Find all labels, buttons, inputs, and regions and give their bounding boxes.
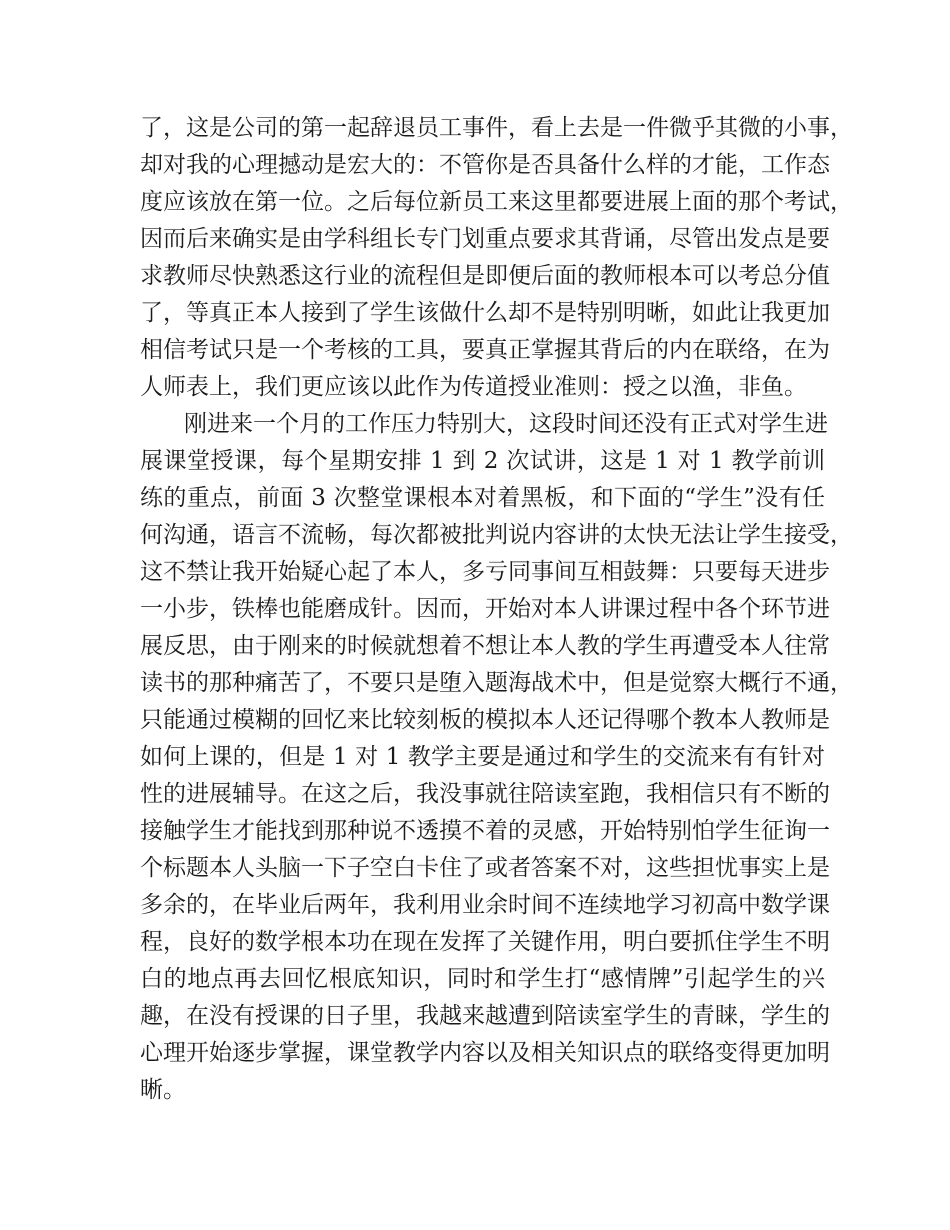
paragraph-2-line-8: 读书的那种痛苦了，不要只是堕入题海战术中，但是觉察大概行不通，	[140, 670, 853, 696]
paragraph-2-line-19: 晰。	[140, 1077, 186, 1103]
paragraph-1-line-4: 因而后来确实是由学科组长专门划重点要求其背诵，尽管出发点是要	[140, 226, 830, 252]
paragraph-2-line-11: 性的进展辅导。在这之后，我没事就往陪读室跑，我相信只有不断的	[140, 781, 830, 807]
paragraph-1-line-5: 求教师尽快熟悉这行业的流程但是即便后面的教师根本可以考总分值	[140, 263, 830, 289]
paragraph-2-line-13: 个标题本人头脑一下子空白卡住了或者答案不对，这些担忧事实上是	[140, 855, 830, 881]
paragraph-1-line-1: 了，这是公司的第一起辞退员工事件，看上去是一件微乎其微的小事，	[140, 115, 853, 141]
paragraph-1-line-8: 人师表上，我们更应该以此作为传道授业准则：授之以渔，非鱼。	[140, 374, 807, 400]
paragraph-2-line-15: 程，良好的数学根本功在现在发挥了关键作用，明白要抓住学生不明	[140, 929, 830, 955]
paragraph-2-line-9: 只能通过模糊的回忆来比较刻板的模拟本人还记得哪个教本人教师是	[140, 707, 830, 733]
document-body	[140, 110, 853, 1109]
paragraph-2-line-2: 展课堂授课，每个星期安排 1 到 2 次试讲，这是 1 对 1 教学前训	[140, 448, 825, 474]
paragraph-2-line-12: 接触学生才能找到那种说不透摸不着的灵感，开始特别怕学生征询一	[140, 818, 830, 844]
paragraph-2-line-16: 白的地点再去回忆根底知识，同时和学生打“感情牌”引起学生的兴	[140, 966, 825, 992]
paragraph-2-line-18: 心理开始逐步掌握，课堂教学内容以及相关知识点的联络变得更加明	[140, 1040, 830, 1066]
paragraph-1-line-7: 相信考试只是一个考核的工具，要真正掌握其背后的内在联络，在为	[140, 337, 830, 363]
paragraph-2-line-7: 展反思，由于刚来的时候就想着不想让本人教的学生再遭受本人往常	[140, 633, 830, 659]
paragraph-2-line-6: 一小步，铁棒也能磨成针。因而，开始对本人讲课过程中各个环节进	[140, 596, 830, 622]
paragraph-2-line-17: 趣，在没有授课的日子里，我越来越遭到陪读室学生的青睐，学生的	[140, 1003, 830, 1029]
paragraph-1-line-2: 却对我的心理撼动是宏大的：不管你是否具备什么样的才能，工作态	[140, 152, 830, 178]
paragraph-2-line-4: 何沟通，语言不流畅，每次都被批判说内容讲的太快无法让学生接受，	[140, 522, 853, 548]
paragraph-2-line-5: 这不禁让我开始疑心起了本人，多亏同事间互相鼓舞：只要每天进步	[140, 559, 830, 585]
paragraph-2-line-3: 练的重点，前面 3 次整堂课根本对着黑板，和下面的“学生”没有任	[140, 485, 825, 511]
paragraph-2-line-10: 如何上课的，但是 1 对 1 教学主要是通过和学生的交流来有有针对	[140, 744, 825, 770]
paragraph-1-line-6: 了，等真正本人接到了学生该做什么却不是特别明晰，如此让我更加	[140, 300, 830, 326]
paragraph-1-line-3: 度应该放在第一位。之后每位新员工来这里都要进展上面的那个考试，	[140, 189, 853, 215]
paragraph-2-line-14: 多余的，在毕业后两年，我利用业余时间不连续地学习初高中数学课	[140, 892, 830, 918]
paragraph-2-line-1: 刚进来一个月的工作压力特别大，这段时间还没有正式对学生进	[184, 411, 828, 437]
